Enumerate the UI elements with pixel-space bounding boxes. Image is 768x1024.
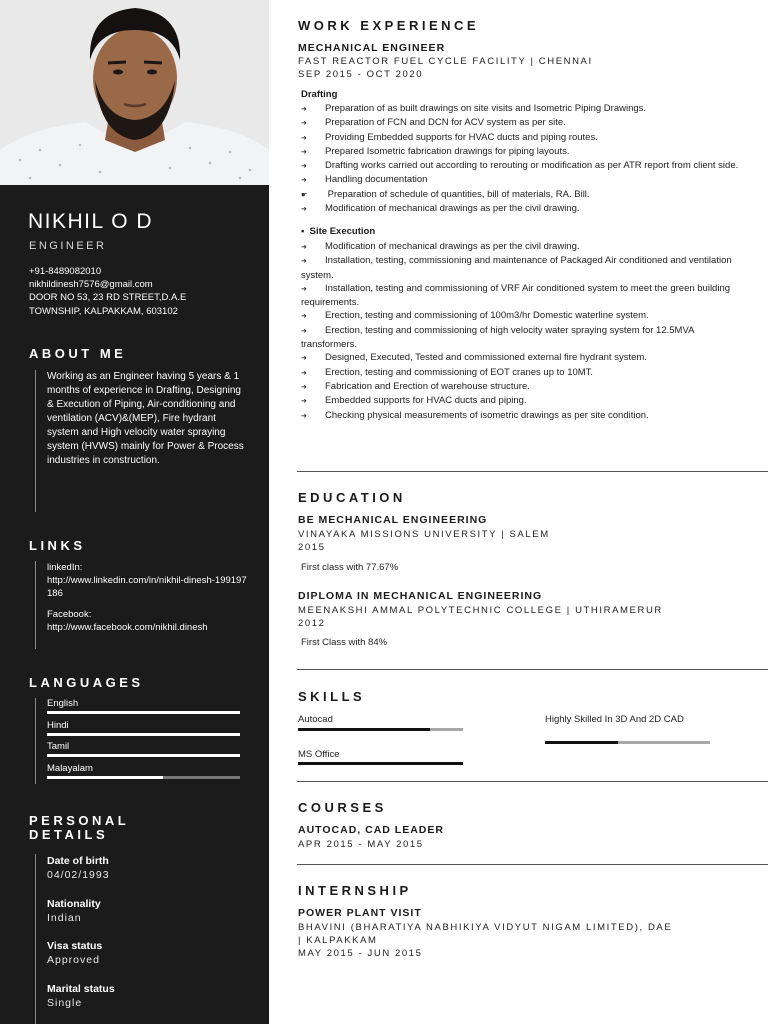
list-item [301, 366, 751, 380]
link-url[interactable]: http://www.facebook.com/nikhil.dinesh [47, 622, 208, 633]
education-note: First Class with 84% [301, 637, 388, 648]
language-level-bar [47, 733, 240, 736]
bullet-icon: ➜ [301, 355, 307, 363]
list-item-text: Erection, testing and commissioning of high velocity water spraying system for 12.5MVA transformers. [301, 324, 694, 351]
bullet-icon: ➜ [301, 134, 307, 142]
list-item [301, 116, 751, 130]
bullet-icon: ➜ [301, 120, 307, 128]
skill-item [298, 713, 463, 726]
list-item [301, 240, 751, 254]
skill-item [298, 748, 463, 761]
list-item-text: Prepared Isometric fabrication drawings for piping layouts. [325, 145, 570, 157]
address-line-1: DOOR NO 53, 23 RD STREET,D.A.E [29, 292, 187, 304]
skill-level-bar [298, 762, 463, 765]
skill-level-bar [545, 741, 710, 744]
list-item [301, 202, 751, 216]
list-item-text: Installation, testing and commissioning of VRF Air conditioned system to meet the green building requirements. [301, 282, 731, 309]
list-item-text: Handling documentation [325, 174, 428, 186]
about-block [35, 370, 247, 512]
language-item [47, 741, 247, 763]
phone-number: +91-8489082010 [29, 266, 102, 277]
internship-name: POWER PLANT VISIT [298, 907, 422, 919]
languages-heading: LANGUAGES [29, 675, 144, 690]
personal-heading-line-1: PERSONAL [29, 813, 130, 828]
links-heading: LINKS [29, 538, 86, 553]
bullet-icon: ➜ [301, 327, 307, 335]
language-level-fill [47, 776, 163, 779]
marital-status-value: Single [47, 996, 83, 1009]
language-name: English [47, 698, 79, 709]
courses-heading: COURSES [298, 800, 387, 815]
list-item-text: Drafting works carried out according to rerouting or modification as per ATR report from client side. [325, 160, 739, 172]
language-item [47, 720, 247, 742]
profile-photo [0, 0, 269, 185]
list-item-text: Erection, testing and commissioning of 100m3/hr Domestic waterline system. [325, 310, 649, 322]
list-item-text: Erection, testing and commissioning of EOT cranes up to 10MT. [325, 366, 594, 378]
bullet-icon: ➜ [301, 244, 307, 251]
skill-item [545, 713, 710, 726]
about-heading: ABOUT ME [29, 346, 127, 361]
list-item-text: Preparation of FCN and DCN for ACV system as per site. [325, 117, 566, 129]
language-level-fill [47, 733, 240, 736]
section-divider [297, 471, 768, 472]
address-line-2: TOWNSHIP, KALPAKKAM, 603102 [29, 305, 178, 317]
drafting-heading: Drafting [301, 89, 338, 100]
visa-status-label: Visa status [47, 940, 103, 952]
bullet-icon: ➜ [301, 412, 307, 420]
bullet-icon: ➜ [301, 369, 307, 377]
list-item-text: Modification of mechanical drawings as per the civil drawing. [325, 241, 580, 252]
languages-block [35, 698, 247, 784]
bullet-icon: ➜ [301, 383, 307, 391]
list-item [301, 309, 751, 323]
list-item [301, 324, 751, 352]
drafting-list [301, 102, 751, 216]
skill-level-bar [298, 728, 463, 731]
language-name: Tamil [47, 741, 70, 752]
section-divider [297, 864, 768, 865]
list-item-text: Checking physical measurements of isometric drawings as per site condition. [325, 409, 649, 421]
list-item-text: Designed, Executed, Tested and commissioned external fire hydrant system. [325, 352, 647, 364]
profile-photo-illustration [0, 0, 269, 185]
nationality-value: Indian [47, 911, 82, 924]
skill-name: Highly Skilled In 3D And 2D CAD [545, 714, 684, 725]
language-name: Hindi [47, 719, 69, 731]
personal-heading [29, 814, 129, 842]
skill-level-fill [298, 728, 430, 731]
list-item [301, 145, 751, 159]
list-item-text: Preparation of as built drawings on site visits and Isometric Piping Drawings. [325, 103, 647, 114]
link-facebook[interactable] [47, 608, 247, 634]
list-item [301, 188, 751, 202]
bullet-icon: ➜ [301, 177, 307, 185]
email-address[interactable]: nikhildinesh7576@gmail.com [29, 279, 153, 291]
square-bullet-icon: ▪ [301, 226, 310, 237]
personal-heading-line-2: DETAILS [29, 827, 109, 842]
list-item [301, 351, 751, 365]
language-level-bar [47, 711, 240, 714]
skills-heading: SKILLS [298, 689, 366, 704]
link-label: Facebook: [47, 609, 92, 620]
marital-status-label: Marital status [47, 982, 115, 995]
education-school: VINAYAKA MISSIONS UNIVERSITY | SALEM [298, 529, 550, 540]
link-linkedin[interactable] [47, 561, 247, 600]
education-year: 2012 [298, 618, 326, 629]
bullet-icon: ➜ [301, 163, 307, 171]
internship-org-line-2: | KALPAKKAM [298, 935, 378, 946]
work-role: MECHANICAL ENGINEER [298, 42, 446, 54]
bullet-icon: ➜ [301, 106, 307, 113]
bullet-icon: ➜ [301, 258, 307, 266]
contact-info [29, 265, 186, 318]
skill-name: MS Office [298, 749, 340, 760]
list-item [301, 380, 751, 394]
list-item [301, 159, 751, 173]
list-item [301, 254, 751, 282]
bullet-icon: ➜ [301, 285, 307, 293]
bullet-icon: ➜ [301, 148, 307, 156]
language-level-bar [47, 754, 240, 757]
dob-value: 04/02/1993 [47, 869, 110, 881]
list-item-text: Providing Embedded supports for HVAC ducts and piping routes. [325, 131, 598, 143]
education-degree: BE MECHANICAL ENGINEERING [298, 514, 488, 526]
list-item-text: Installation, testing, commissioning and maintenance of Packaged Air conditioned and ventilation system. [301, 255, 732, 281]
profile-title: ENGINEER [29, 240, 107, 252]
internship-org-line-1: BHAVINI (BHARATIYA NABHIKIYA VIDYUT NIGAM LIMITED), DAE [298, 922, 673, 933]
list-item-text: Preparation of schedule of quantities, bill of materials, RA. Bill. [325, 188, 590, 200]
list-item [301, 131, 751, 145]
list-item [301, 102, 751, 116]
site-execution-heading [301, 226, 375, 237]
internship-heading: INTERNSHIP [298, 883, 412, 898]
list-item [301, 173, 751, 187]
list-item [301, 282, 751, 310]
bullet-icon: ➜ [301, 313, 307, 321]
language-name: Malayalam [47, 762, 93, 774]
site-execution-heading-text: Site Execution [309, 226, 376, 237]
sidebar [0, 0, 269, 1024]
links-block [35, 561, 247, 649]
list-item-text: Embedded supports for HVAC ducts and piping. [325, 395, 527, 407]
link-label: linkedIn: [47, 562, 83, 573]
education-note: First class with 77.67% [301, 562, 399, 573]
education-year: 2015 [298, 542, 326, 553]
section-divider [297, 781, 768, 782]
about-text: Working as an Engineer having 5 years & 1 months of experience in Drafting, Designing & Execution of Piping, Air-conditioning and ventilation (ACV)&(MEP), Fire hydrant system and High velocity water spraying system (HVWS) mainly for Power & Process industries in construction. [47, 371, 244, 466]
personal-block [35, 854, 247, 1024]
profile-name: NIKHIL O D [28, 210, 154, 233]
site-execution-list [301, 240, 751, 423]
language-level-fill [47, 711, 240, 714]
list-item-text: Modification of mechanical drawings as per the civil drawing. [325, 203, 580, 215]
skill-level-fill [545, 741, 618, 744]
language-item [47, 698, 247, 720]
work-dates: SEP 2015 - OCT 2020 [298, 69, 424, 80]
bullet-icon: ➜ [301, 398, 307, 406]
education-school: MEENAKSHI AMMAL POLYTECHNIC COLLEGE | UTHIRAMERUR [298, 605, 663, 616]
language-level-fill [47, 754, 240, 757]
list-item [301, 409, 751, 423]
education-degree: DIPLOMA IN MECHANICAL ENGINEERING [298, 590, 543, 602]
course-dates: APR 2015 - MAY 2015 [298, 839, 424, 850]
education-heading: EDUCATION [298, 490, 406, 505]
language-level-bar [47, 776, 240, 779]
skill-name: Autocad [298, 714, 333, 725]
course-name: AUTOCAD, CAD LEADER [298, 824, 444, 836]
language-item [47, 763, 247, 785]
work-company: FAST REACTOR FUEL CYCLE FACILITY | CHENNAI [298, 56, 593, 67]
visa-status-value: Approved [47, 954, 100, 966]
section-divider [297, 669, 768, 670]
dob-label: Date of birth [47, 855, 109, 867]
nationality-label: Nationality [47, 897, 101, 910]
work-heading: WORK EXPERIENCE [298, 18, 480, 33]
internship-dates: MAY 2015 - JUN 2015 [298, 948, 423, 959]
link-url[interactable]: http://www.linkedin.com/in/nikhil-dinesh-199197186 [47, 575, 247, 599]
bullet-icon: ➜ [301, 206, 307, 214]
list-item-text: Fabrication and Erection of warehouse structure. [325, 380, 530, 392]
skill-level-fill [298, 762, 463, 765]
list-item [301, 394, 751, 408]
bullet-icon: ☛ [301, 191, 308, 199]
